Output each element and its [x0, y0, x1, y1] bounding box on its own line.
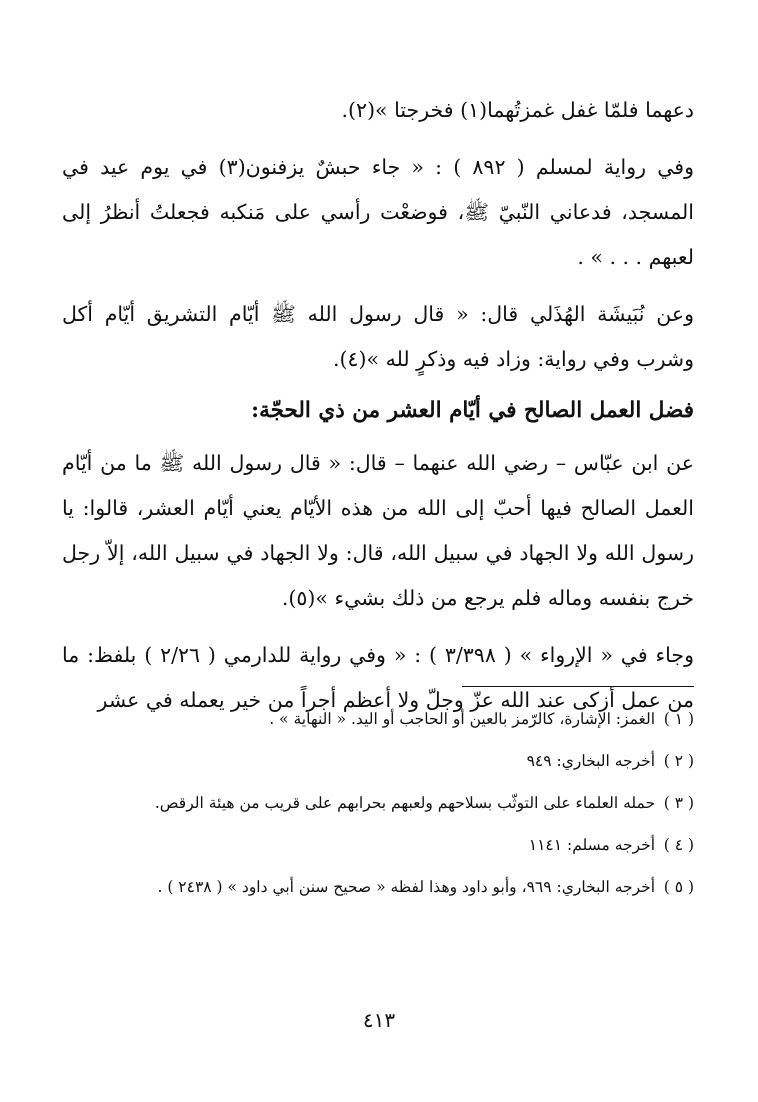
paragraph-5: وجاء في « الإرواء » ( ٣/٣٩٨ ) : « وفي رواية للدارمي ( ٢/٢٦ ) بلفظ: ما من عمل أزكى عند الله عزّ وجلّ ولا أعظم أجراً من خير يعمله في عشر — [62, 643, 694, 712]
footnote-1 — [62, 701, 694, 737]
footnote-text: أخرجه مسلم: ١١٤١ — [528, 836, 656, 854]
footnotes — [62, 701, 694, 911]
footnote-text: الغمز: الإشارة، كالرّمز بالعين أو الحاجب أو اليد. « النهاية » . — [269, 710, 656, 728]
main-text — [62, 88, 694, 723]
footnote-number: ( ٣ ) — [663, 794, 694, 812]
footnote-text: حمله العلماء على التوثّب بسلاحهم ولعبهم بحرابهم على قريب من هيئة الرقص. — [154, 794, 656, 812]
section-heading: فضل العمل الصالح في أيّام العشر من ذي الحجّة: — [251, 398, 694, 423]
paragraph-3: وعن نُبَيشَة الهُذَلي قال: « قال رسول الله ﷺ أيّام التشريق أيّام أكل وشرب وفي رواية: وزاد فيه وذكرٍ لله »(٤). — [62, 302, 694, 371]
footnote-number: ( ٤ ) — [663, 836, 694, 854]
paragraph-2: وفي رواية لمسلم ( ٨٩٢ ) : « جاء حبشٌ يزفنون(٣) في يوم عيد في المسجد، فدعاني النّبيّ ﷺ، فوضعْت رأسي على مَنكبه فجعلتُ أنظرُ إلى لعبهم . . . » . — [62, 155, 694, 269]
paragraph-4: عن ابن عبّاس – رضي الله عنهما – قال: « قال رسول الله ﷺ ما من أيّام العمل الصالح فيها أحبّ إلى الله من هذه الأيّام يعني أيّام العشر، قالوا: يا رسول الله ولا الجهاد في سبيل الله، قال: ولا الجهاد في سبيل الله، إلاّ رجل خرج بنفسه وماله فلم يرجع من ذلك بشيء »(٥). — [62, 451, 694, 610]
paragraph-1: دعهما فلمّا غفل غمزتُهما(١) فخرجتا »(٢). — [341, 98, 694, 122]
footnote-separator — [462, 686, 694, 687]
footnote-text: أخرجه البخاري: ٩٦٩، وأبو داود وهذا لفظه « صحيح سنن أبي داود » ( ٢٤٣٨ ) . — [157, 878, 656, 896]
footnote-number: ( ٥ ) — [663, 878, 694, 896]
footnote-number: ( ١ ) — [663, 710, 694, 728]
page-number: ٤١٣ — [362, 1008, 396, 1032]
footnote-number: ( ٢ ) — [663, 752, 694, 770]
footnote-3 — [62, 785, 694, 821]
footnote-2 — [62, 743, 694, 779]
footnote-5 — [62, 869, 694, 905]
footnote-4 — [62, 827, 694, 863]
footnote-text: أخرجه البخاري: ٩٤٩ — [526, 752, 656, 770]
